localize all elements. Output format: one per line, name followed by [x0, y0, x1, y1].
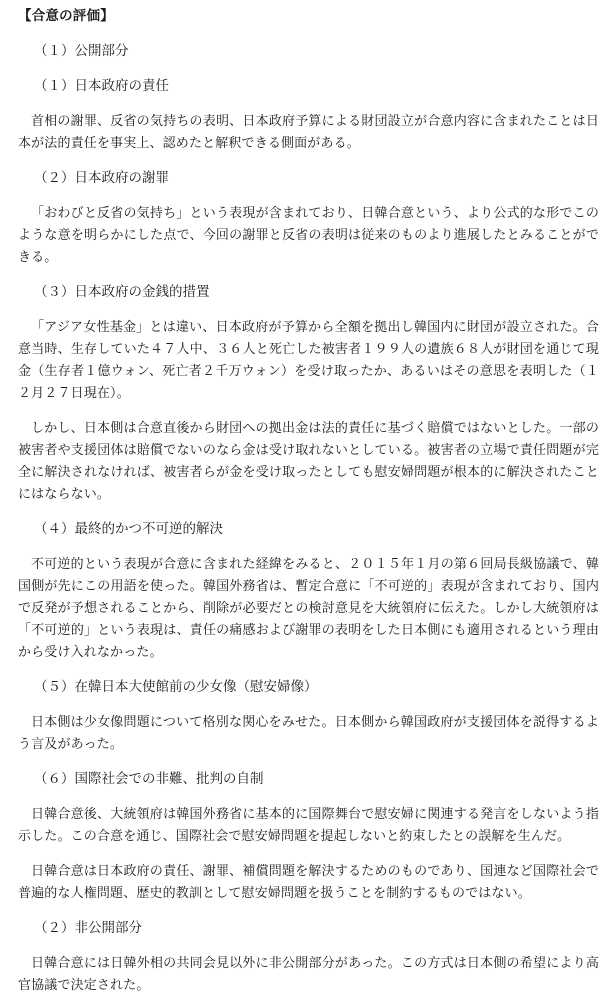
paragraph: 「おわびと反省の気持ち」という表現が含まれており、日韓合意という、より公式的な形でこのような意を明らかにした点で、今回の謝罪と反省の表明は従来のものより進展したとみることができる。: [18, 206, 599, 265]
paragraph: 首相の謝罪、反省の気持ちの表明、日本政府予算による財団設立が合意内容に含まれたことは日本が法的責任を事実上、認めたと解釈できる側面がある。: [18, 114, 599, 151]
paragraph: 日本側は少女像問題について格別な関心をみせた。日本側から韓国政府が支援団体を説得するよう言及があった。: [18, 715, 599, 752]
section-heading-non-public-part: （２）非公開部分: [34, 920, 142, 936]
section-heading-girl-statue: （５）在韓日本大使館前の少女像（慰安婦像）: [34, 679, 318, 695]
paragraph: 日韓合意後、大統領府は韓国外務省に基本的に国際舞台で慰安婦に関連する発言をしないよう指示した。この合意を通じ、国際社会で慰安婦問題を提起しないと約束したとの誤解を生んだ。: [18, 807, 599, 844]
paragraph: 不可逆的という表現が合意に含まれた経緯をみると、２０１５年１月の第６回局長級協議で、韓国側が先にこの用語を使った。韓国外務省は、暫定合意に「不可逆的」表現が含まれており、国内で反発が予想されることから、削除が必要だとの検討意見を大統領府に伝えた。しかし大統領府は「不可逆的」という表現は、責任の痛感および謝罪の表明をした日本側にも適用されるという理由から受け入れなかった。: [18, 557, 599, 660]
section-heading-financial-measures: （３）日本政府の金銭的措置: [34, 284, 210, 300]
section-heading-japan-apology: （２）日本政府の謝罪: [34, 170, 169, 186]
document-title: 【合意の評価】: [18, 8, 114, 24]
section-heading-japan-responsibility: （１）日本政府の責任: [34, 78, 169, 94]
section-heading-international-restraint: （６）国際社会での非難、批判の自制: [34, 771, 264, 787]
paragraph: 「アジア女性基金」とは違い、日本政府が予算から全額を拠出し韓国内に財団が設立された。合意当時、生存していた４７人中、３６人と死亡した被害者１９９人の遺族６８人が財団を通じて現金（生存者１億ウォン、死亡者２千万ウォン）を受け取ったか、あるいはその意思を表明した（１２月２７日現在）。: [18, 320, 599, 401]
section-heading-irreversible: （４）最終的かつ不可逆的解決: [34, 521, 223, 537]
paragraph: しかし、日本側は合意直後から財団への拠出金は法的責任に基づく賠償ではないとした。一部の被害者や支援団体は賠償でないのなら金は受け取れないとしている。被害者の立場で責任問題が完全に解決されなければ、被害者らが金を受け取ったとしても慰安婦問題が根本的に解決されたことにはならない。: [18, 421, 599, 502]
paragraph: 日韓合意は日本政府の責任、謝罪、補償問題を解決するためのものであり、国連など国際社会で普遍的な人権問題、歴史的教訓として慰安婦問題を扱うことを制約するものではない。: [18, 864, 599, 901]
section-heading-public-part: （１）公開部分: [34, 43, 129, 59]
paragraph: 日韓合意には日韓外相の共同会見以外に非公開部分があった。この方式は日本側の希望により高官協議で決定された。: [18, 956, 599, 993]
